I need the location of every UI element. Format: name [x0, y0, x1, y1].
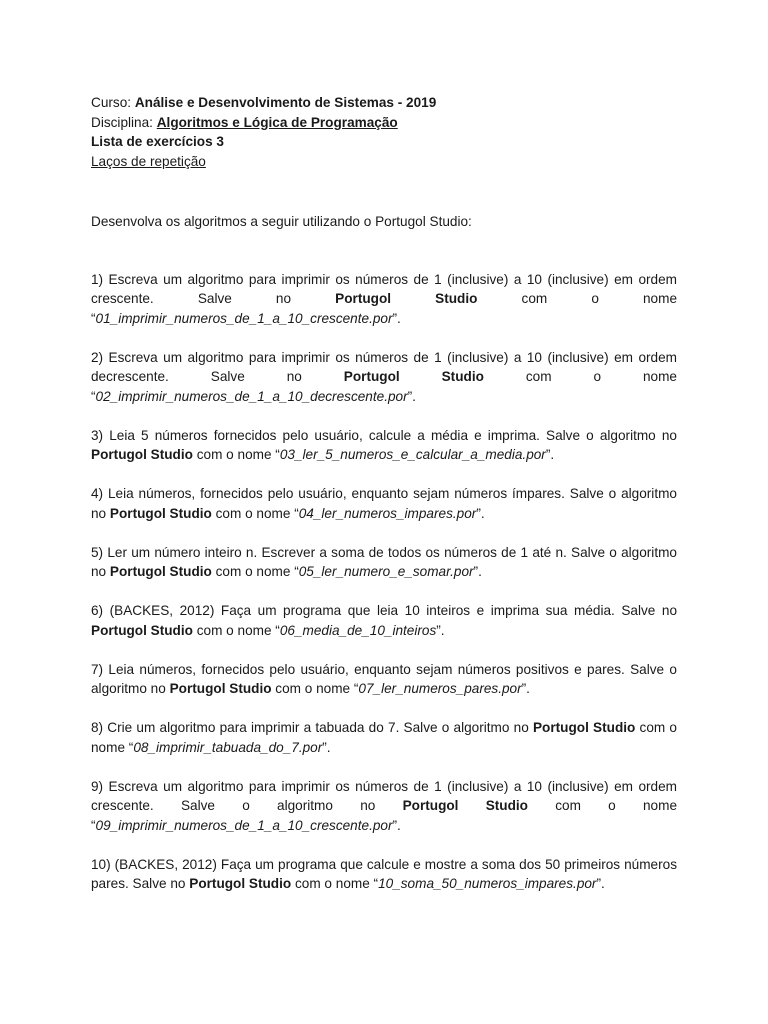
- exercise-text: 9) Escreva um algoritmo para imprimir os números de 1 (inclusive) a 10 (inclusive) em ordem crescente. Salve o algoritmo no: [91, 778, 677, 813]
- exercise-text: ”.: [436, 622, 445, 638]
- course-line: [91, 93, 677, 113]
- exercise-tool-name: Portugol Studio: [343, 369, 484, 384]
- exercise-item: [91, 484, 677, 523]
- exercise-tool-name: Portugol Studio: [91, 447, 193, 462]
- exercise-item: [91, 660, 677, 699]
- intro-text: Desenvolva os algoritmos a seguir utilizando o Portugol Studio:: [91, 214, 472, 229]
- exercise-text: 4) Leia números, fornecidos pelo usuário, enquanto sejam números ímpares. Salve o algoritmo no: [91, 486, 677, 521]
- exercise-text: com o nome “: [271, 681, 359, 696]
- exercise-text: ”.: [476, 505, 485, 521]
- exercise-tool-name: Portugol Studio: [109, 505, 212, 521]
- discipline-value: Algoritmos e Lógica de Programação: [156, 114, 398, 130]
- exercise-text: ”.: [596, 876, 605, 891]
- exercise-text: ”.: [473, 564, 482, 579]
- exercise-filename: 08_imprimir_tabuada_do_7.por: [133, 739, 323, 755]
- discipline-label: Disciplina:: [91, 114, 157, 130]
- course-label: Curso:: [91, 95, 135, 110]
- exercise-item: [91, 270, 677, 329]
- exercise-filename: 01_imprimir_numeros_de_1_a_10_crescente.por: [95, 310, 393, 326]
- exercise-filename: 03_ler_5_numeros_e_calcular_a_media.por: [279, 447, 546, 462]
- exercise-text: ”.: [392, 310, 401, 326]
- exercise-filename: 06_media_de_10_inteiros: [279, 622, 437, 638]
- exercise-text: ”.: [392, 817, 401, 833]
- exercise-text: com o nome “: [192, 622, 280, 638]
- exercise-item: [91, 543, 677, 582]
- exercise-item: [91, 718, 677, 757]
- exercise-text: ”.: [322, 739, 331, 755]
- document-page: [91, 93, 677, 894]
- exercise-tool-name: Portugol Studio: [169, 681, 272, 696]
- exercise-text: 8) Crie um algoritmo para imprimir a tabuada do 7. Salve o algoritmo no: [91, 720, 533, 735]
- exercise-text: 6) (BACKES, 2012) Faça um programa que leia 10 inteiros e imprima sua média. Salve no: [91, 603, 677, 618]
- exercise-text: com o nome “: [211, 505, 299, 521]
- exercise-tool-name: Portugol Studio: [109, 564, 212, 579]
- exercise-item: [91, 777, 677, 836]
- exercise-text: 3) Leia 5 números fornecidos pelo usuário, calcule a média e imprima. Salve o algoritmo no: [91, 427, 677, 443]
- exercise-item: [91, 601, 677, 640]
- exercise-filename: 02_imprimir_numeros_de_1_a_10_decrescente.por: [95, 388, 408, 404]
- exercise-filename: 04_ler_numeros_impares.por: [298, 505, 477, 521]
- exercise-tool-name: Portugol Studio: [189, 876, 292, 891]
- exercise-text: ”.: [407, 388, 416, 404]
- exercise-filename: 09_imprimir_numeros_de_1_a_10_crescente.por: [95, 817, 393, 833]
- exercise-text: 2) Escreva um algoritmo para imprimir os números de 1 (inclusive) a 10 (inclusive) em ordem decrescente. Salve no: [91, 349, 677, 384]
- exercise-filename: 05_ler_numero_e_somar.por: [298, 564, 474, 579]
- exercise-text: ”.: [545, 447, 555, 462]
- exercise-text: ”.: [521, 681, 530, 696]
- exercise-text: com o nome “: [91, 291, 678, 326]
- list-title: Lista de exercícios 3: [91, 134, 224, 149]
- exercise-text: 1) Escreva um algoritmo para imprimir os números de 1 (inclusive) a 10 (inclusive) em ordem crescente. Salve no: [91, 271, 677, 306]
- exercise-text: com o nome “: [91, 369, 677, 404]
- exercise-tool-name: Portugol Studio: [402, 798, 528, 813]
- exercise-item: [91, 348, 677, 407]
- exercise-list: [91, 270, 677, 894]
- exercise-filename: 07_ler_numeros_pares.por: [358, 681, 522, 696]
- exercise-text: 10) (BACKES, 2012) Faça um programa que calcule e mostre a soma dos 50 primeiros números pares. Salve no: [91, 856, 677, 891]
- exercise-text: com o nome “: [192, 447, 280, 462]
- exercise-tool-name: Portugol Studio: [91, 622, 193, 638]
- exercise-text: com o nome “: [211, 564, 299, 579]
- exercise-text: com o nome “: [91, 720, 677, 755]
- exercise-tool-name: Portugol Studio: [532, 720, 636, 735]
- exercise-text: 5) Ler um número inteiro n. Escrever a soma de todos os números de 1 até n. Salve o algoritmo no: [91, 544, 677, 579]
- exercise-filename: 10_soma_50_numeros_impares.por: [378, 876, 597, 891]
- exercise-item: [91, 855, 677, 894]
- exercise-tool-name: Portugol Studio: [335, 291, 478, 306]
- topic-title: Laços de repetição: [91, 153, 206, 169]
- discipline-line: [91, 113, 677, 133]
- exercise-item: [91, 426, 677, 465]
- course-value: Análise e Desenvolvimento de Sistemas - 2019: [134, 95, 437, 110]
- exercise-text: 7) Leia números, fornecidos pelo usuário, enquanto sejam números positivos e pares. Salve o algoritmo no: [91, 661, 677, 696]
- exercise-text: com o nome “: [91, 798, 678, 833]
- exercise-text: com o nome “: [291, 876, 379, 891]
